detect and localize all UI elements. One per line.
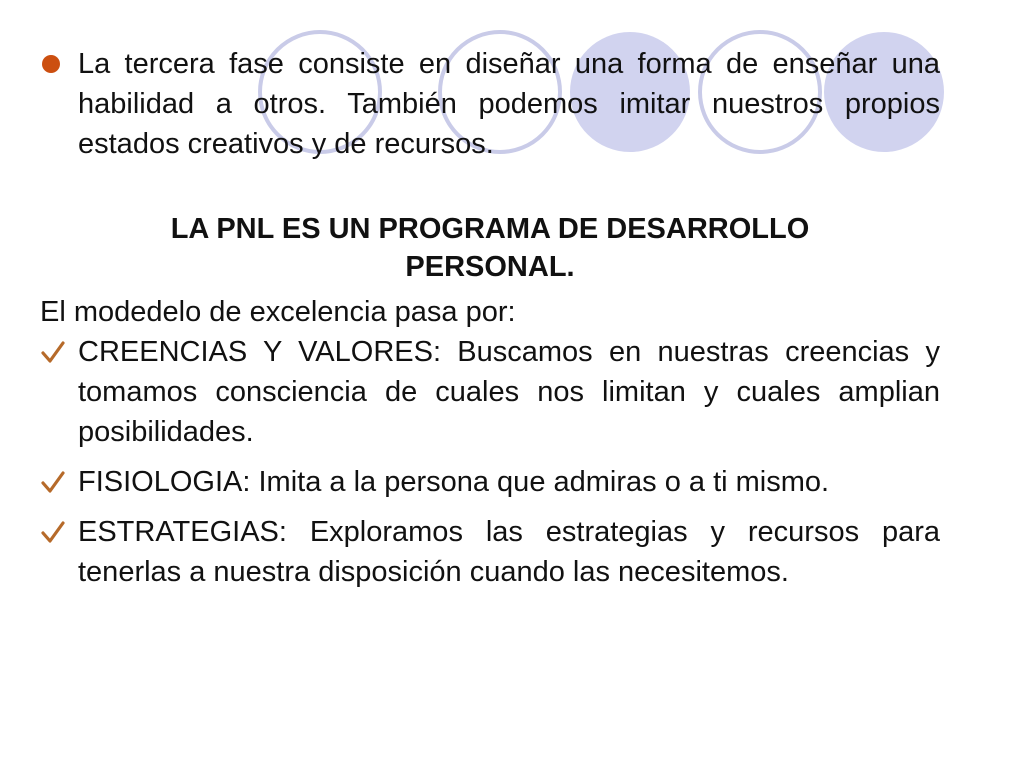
first-point: [40, 44, 940, 164]
filled-circle-bullet-icon: [42, 55, 60, 73]
checkmark-icon: [40, 335, 66, 369]
slide-content: [40, 44, 940, 592]
checklist-item-physiology: [40, 462, 940, 502]
slide-heading: [40, 210, 940, 286]
first-point-text: La tercera fase consiste en diseñar una forma de enseñar una habilidad a otros. También podemos imitar nuestros propios estados creativos y de recursos.: [78, 48, 940, 160]
checklist-text: FISIOLOGIA: Imita a la persona que admiras o a ti mismo.: [78, 466, 830, 498]
checklist-text: CREENCIAS Y VALORES: Buscamos en nuestras creencias y tomamos consciencia de cuales nos limitan y cuales amplian posibilidades.: [78, 336, 940, 448]
checkmark-icon: [40, 465, 66, 499]
checkmark-icon: [40, 515, 66, 549]
checklist-item-strategies: [40, 512, 940, 592]
checklist-text: ESTRATEGIAS: Exploramos las estrategias y recursos para tenerlas a nuestra disposición cuando las necesitemos.: [78, 516, 940, 588]
intro-text: El modedelo de excelencia pasa por:: [40, 296, 516, 328]
heading-line-2: PERSONAL.: [405, 251, 575, 283]
checklist-item-beliefs: [40, 332, 940, 452]
heading-line-1: LA PNL ES UN PROGRAMA DE DESARROLLO: [170, 213, 810, 245]
